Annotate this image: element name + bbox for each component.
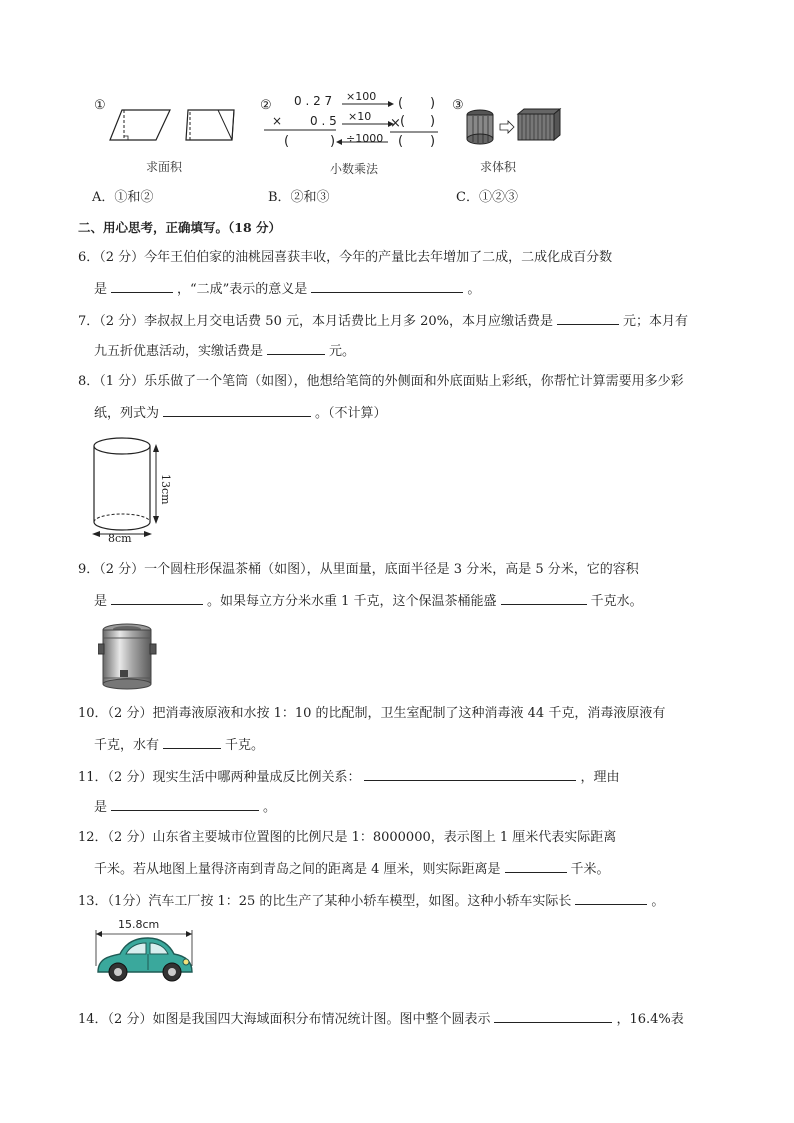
q11-text-a: 11．（2 分）现实生活中哪两种量成反比例关系： bbox=[78, 770, 361, 785]
paren-r2-open: ( bbox=[400, 114, 406, 129]
q12-text-a: 千米。若从地图上量得济南到青岛之间的距离是 4 厘米，则实际距离是 bbox=[94, 862, 501, 877]
q10-text-b: 千克。 bbox=[225, 738, 265, 753]
question-8-line1: 8．（1 分）乐乐做了一个笔筒（如图），他想给笔筒的外侧面和外底面贴上彩纸，你帮忙计算需要用多少彩 bbox=[78, 374, 684, 389]
figure-1 bbox=[90, 98, 240, 178]
q9-text-b: 。如果每立方分米水重 1 千克，这个保温茶桶能盛 bbox=[207, 594, 497, 609]
q10-blank-1[interactable] bbox=[163, 734, 221, 749]
q7-text-a: 7．（2 分）李叔叔上月交电话费 50 元，本月话费比上月多 20%，本月应缴话费是 bbox=[78, 314, 554, 329]
multiplier: 0 . 5 bbox=[310, 114, 337, 128]
q9-text-c: 千克水。 bbox=[590, 594, 643, 609]
q14-blank-1[interactable] bbox=[494, 1008, 612, 1023]
q8-text-a: 纸，列式为 bbox=[94, 406, 160, 421]
q12-blank-1[interactable] bbox=[505, 858, 567, 873]
paren-r4-open: ( bbox=[398, 134, 404, 149]
q13-text-a: 13．（1分）汽车工厂按 1：25 的比生产了某种小轿车模型，如图。这种小轿车实际长 bbox=[78, 894, 572, 909]
figure-3 bbox=[450, 98, 570, 178]
question-6-line1: 6．（2 分）今年王伯伯家的油桃园喜获丰收，今年的产量比去年增加了二成，二成化成百分数 bbox=[78, 250, 613, 265]
q7-blank-2[interactable] bbox=[267, 340, 325, 355]
arrow-label-div1000: ÷1000 bbox=[346, 132, 384, 145]
figure-1-number: ① bbox=[94, 98, 106, 113]
q13-blank-1[interactable] bbox=[575, 890, 647, 905]
q10-text-a: 千克，水有 bbox=[94, 738, 160, 753]
section-2-title: 二、用心思考，正确填写。（18 分） bbox=[78, 220, 281, 235]
paren-r3-close: ) bbox=[330, 134, 336, 149]
option-a[interactable]: A．①和② bbox=[92, 190, 154, 205]
multiplicand: 0 . 2 7 bbox=[294, 94, 333, 108]
figure-3-number: ③ bbox=[452, 98, 464, 113]
q14-text-a: 14．（2 分）如图是我国四大海域面积分布情况统计图。图中整个圆表示 bbox=[78, 1012, 491, 1027]
paren-r1-close: ) bbox=[430, 96, 436, 111]
q7-blank-1[interactable] bbox=[557, 310, 619, 325]
arrow-label-x100: ×100 bbox=[346, 90, 377, 103]
q11-blank-2[interactable] bbox=[111, 796, 259, 811]
q7-text-d: 元。 bbox=[329, 344, 356, 359]
figure-2 bbox=[258, 90, 448, 180]
question-9-line1: 9．（2 分）一个圆柱形保温茶桶（如图），从里面量，底面半径是 3 分米，高是 5 分米，它的容积 bbox=[78, 562, 639, 577]
q9-blank-2[interactable] bbox=[501, 590, 587, 605]
paren-r2-close: ) bbox=[430, 114, 436, 129]
tea-bucket-icon bbox=[98, 622, 158, 692]
car-model-figure bbox=[92, 918, 202, 990]
q11-text-b: ，理由 bbox=[580, 770, 620, 785]
option-c[interactable]: C．①②③ bbox=[456, 190, 518, 205]
question-12-line2 bbox=[94, 858, 610, 880]
paren-r4-close: ) bbox=[430, 134, 436, 149]
result-times-sign: × bbox=[390, 116, 401, 131]
q6-text-a: 是 bbox=[94, 282, 108, 297]
q6-blank-2[interactable] bbox=[311, 278, 463, 293]
question-8-line2 bbox=[94, 402, 387, 424]
q8-text-b: 。（不计算） bbox=[315, 406, 387, 421]
paren-r1-open: ( bbox=[398, 96, 404, 111]
q7-text-c: 九五折优惠活动，实缴话费是 bbox=[94, 344, 264, 359]
arrow-label-x10: ×10 bbox=[348, 110, 372, 123]
figure-3-caption: 求体积 bbox=[480, 160, 517, 174]
q11-blank-1[interactable] bbox=[364, 766, 576, 781]
question-7-line2 bbox=[94, 340, 355, 362]
question-9-line2 bbox=[94, 590, 643, 612]
height-label: 13cm bbox=[159, 474, 172, 505]
q11-text-d: 。 bbox=[263, 800, 277, 815]
q8-blank-1[interactable] bbox=[163, 402, 311, 417]
pen-holder-figure bbox=[88, 434, 188, 546]
question-11-line1 bbox=[78, 766, 724, 788]
q6-text-c: 。 bbox=[467, 282, 481, 297]
car-length-label: 15.8cm bbox=[118, 918, 160, 931]
question-10-line1: 10．（2 分）把消毒液原液和水按 1：10 的比配制，卫生室配制了这种消毒液 44 千克，消毒液原液有 bbox=[78, 706, 666, 721]
q11-text-c: 是 bbox=[94, 800, 108, 815]
q14-text-b: ，16.4%表 bbox=[616, 1012, 684, 1027]
question-11-line2 bbox=[94, 796, 276, 818]
cylinder-cut-icon bbox=[464, 106, 564, 146]
question-10-line2 bbox=[94, 734, 264, 756]
q9-text-a: 是 bbox=[94, 594, 108, 609]
q12-text-b: 千米。 bbox=[570, 862, 610, 877]
figure-2-caption: 小数乘法 bbox=[330, 162, 379, 176]
q6-blank-1[interactable] bbox=[111, 278, 173, 293]
question-7-line1 bbox=[78, 310, 724, 332]
q6-text-b: ，“二成”表示的意义是 bbox=[177, 282, 308, 297]
car-icon bbox=[92, 926, 202, 990]
paren-r3-open: ( bbox=[284, 134, 290, 149]
figure-2-number: ② bbox=[260, 98, 272, 113]
question-6-line2 bbox=[94, 278, 480, 300]
question-13-line1 bbox=[78, 890, 724, 912]
option-b[interactable]: B．②和③ bbox=[268, 190, 330, 205]
question-14-line1 bbox=[78, 1008, 724, 1030]
figure-1-caption: 求面积 bbox=[146, 160, 183, 174]
cylinder-icon bbox=[88, 434, 188, 546]
times-sign: × bbox=[272, 114, 283, 128]
q9-blank-1[interactable] bbox=[111, 590, 203, 605]
question-12-line1: 12．（2 分）山东省主要城市位置图的比例尺是 1：8000000，表示图上 1 厘米代表实际距离 bbox=[78, 830, 617, 845]
q13-text-b: 。 bbox=[651, 894, 665, 909]
parallelogram-icon bbox=[108, 108, 238, 144]
q7-text-b: 元；本月有 bbox=[623, 314, 689, 329]
width-label: 8cm bbox=[108, 532, 132, 545]
